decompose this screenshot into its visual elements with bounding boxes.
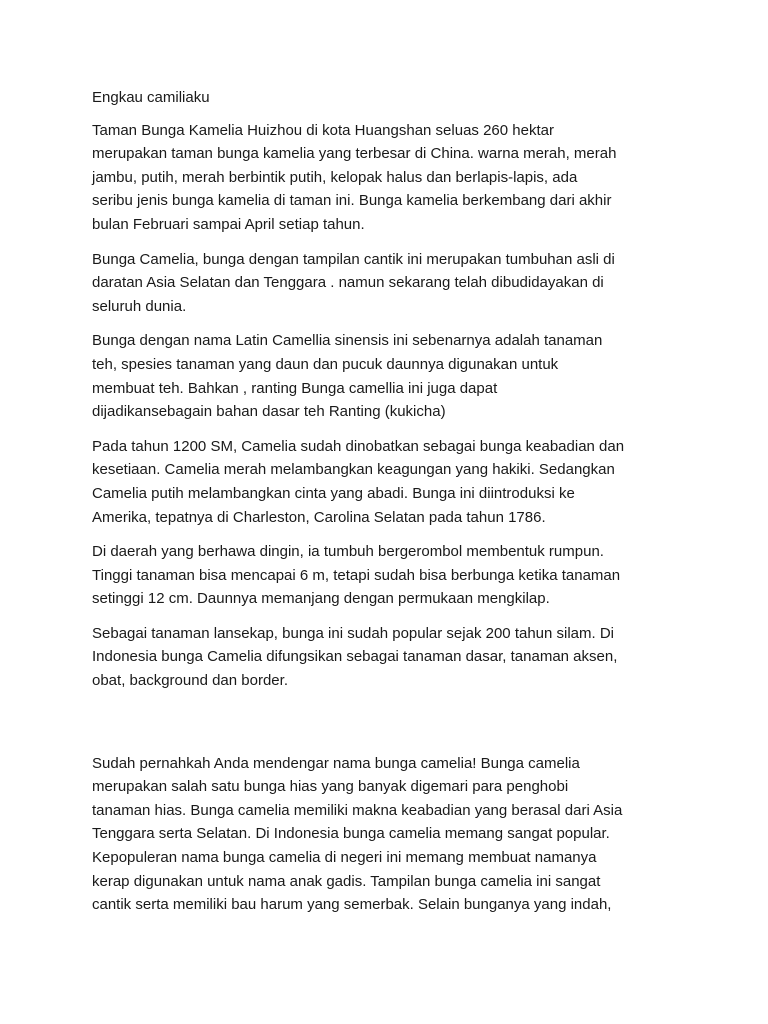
text-line: obat, background dan border.	[92, 672, 288, 690]
text-line: Kepopuleran nama bunga camelia di negeri ini memang membuat namanya	[92, 849, 597, 867]
paragraph-3	[92, 329, 682, 423]
text-line: Bunga dengan nama Latin Camellia sinensis ini sebenarnya adalah tanaman	[92, 332, 603, 350]
text-line: Sudah pernahkah Anda mendengar nama bunga camelia! Bunga camelia	[92, 754, 580, 772]
text-line: Amerika, tepatnya di Charleston, Carolina Selatan pada tahun 1786.	[92, 508, 546, 526]
text-line: Camelia putih melambangkan cinta yang abadi. Bunga ini diintroduksi ke	[92, 484, 575, 502]
text-line: kesetiaan. Camelia merah melambangkan keagungan yang hakiki. Sedangkan	[92, 461, 615, 479]
text-line: merupakan taman bunga kamelia yang terbesar di China. warna merah, merah	[92, 145, 617, 163]
text-line: daratan Asia Selatan dan Tenggara . namun sekarang telah dibudidayakan di	[92, 274, 604, 292]
text-line: seribu jenis bunga kamelia di taman ini. Bunga kamelia berkembang dari akhir	[92, 192, 612, 210]
text-line: dijadikansebagain bahan dasar teh Ranting (kukicha)	[92, 403, 446, 421]
paragraph-1	[92, 119, 682, 237]
text-line: tanaman hias. Bunga camelia memiliki makna keabadian yang berasal dari Asia	[92, 801, 623, 819]
document-title: Engkau camiliaku	[92, 89, 210, 106]
text-line: Tinggi tanaman bisa mencapai 6 m, tetapi sudah bisa berbunga ketika tanaman	[92, 566, 621, 584]
text-line: setinggi 12 cm. Daunnya memanjang dengan permukaan mengkilap.	[92, 590, 550, 608]
paragraph-2	[92, 248, 682, 319]
text-line: Indonesia bunga Camelia difungsikan sebagai tanaman dasar, tanaman aksen,	[92, 648, 618, 666]
text-line: jambu, putih, merah berbintik putih, kelopak halus dan berlapis-lapis, ada	[92, 168, 578, 186]
text-line: seluruh dunia.	[92, 297, 187, 315]
paragraph-7	[92, 752, 682, 917]
text-line: teh, spesies tanaman yang daun dan pucuk daunnya digunakan untuk	[92, 355, 559, 373]
text-line: kerap digunakan untuk nama anak gadis. Tampilan bunga camelia ini sangat	[92, 872, 601, 890]
paragraph-6	[92, 622, 682, 693]
text-line: membuat teh. Bahkan , ranting Bunga camellia ini juga dapat	[92, 379, 498, 397]
text-line: bulan Februari sampai April setiap tahun.	[92, 215, 365, 233]
text-line: Di daerah yang berhawa dingin, ia tumbuh bergerombol membentuk rumpun.	[92, 543, 604, 561]
text-line: Taman Bunga Kamelia Huizhou di kota Huangshan seluas 260 hektar	[92, 121, 554, 139]
text-line: Pada tahun 1200 SM, Camelia sudah dinobatkan sebagai bunga keabadian dan	[92, 437, 625, 455]
document-body	[92, 86, 682, 928]
section-gap	[92, 704, 682, 752]
paragraph-4	[92, 435, 682, 529]
text-line: cantik serta memiliki bau harum yang semerbak. Selain bunganya yang indah,	[92, 896, 612, 914]
text-line: merupakan salah satu bunga hias yang banyak digemari para penghobi	[92, 778, 569, 796]
text-line: Bunga Camelia, bunga dengan tampilan cantik ini merupakan tumbuhan asli di	[92, 250, 615, 268]
text-line: Sebagai tanaman lansekap, bunga ini sudah popular sejak 200 tahun silam. Di	[92, 624, 615, 642]
paragraph-5	[92, 540, 682, 611]
text-line: Tenggara serta Selatan. Di Indonesia bunga camelia memang sangat popular.	[92, 825, 610, 843]
